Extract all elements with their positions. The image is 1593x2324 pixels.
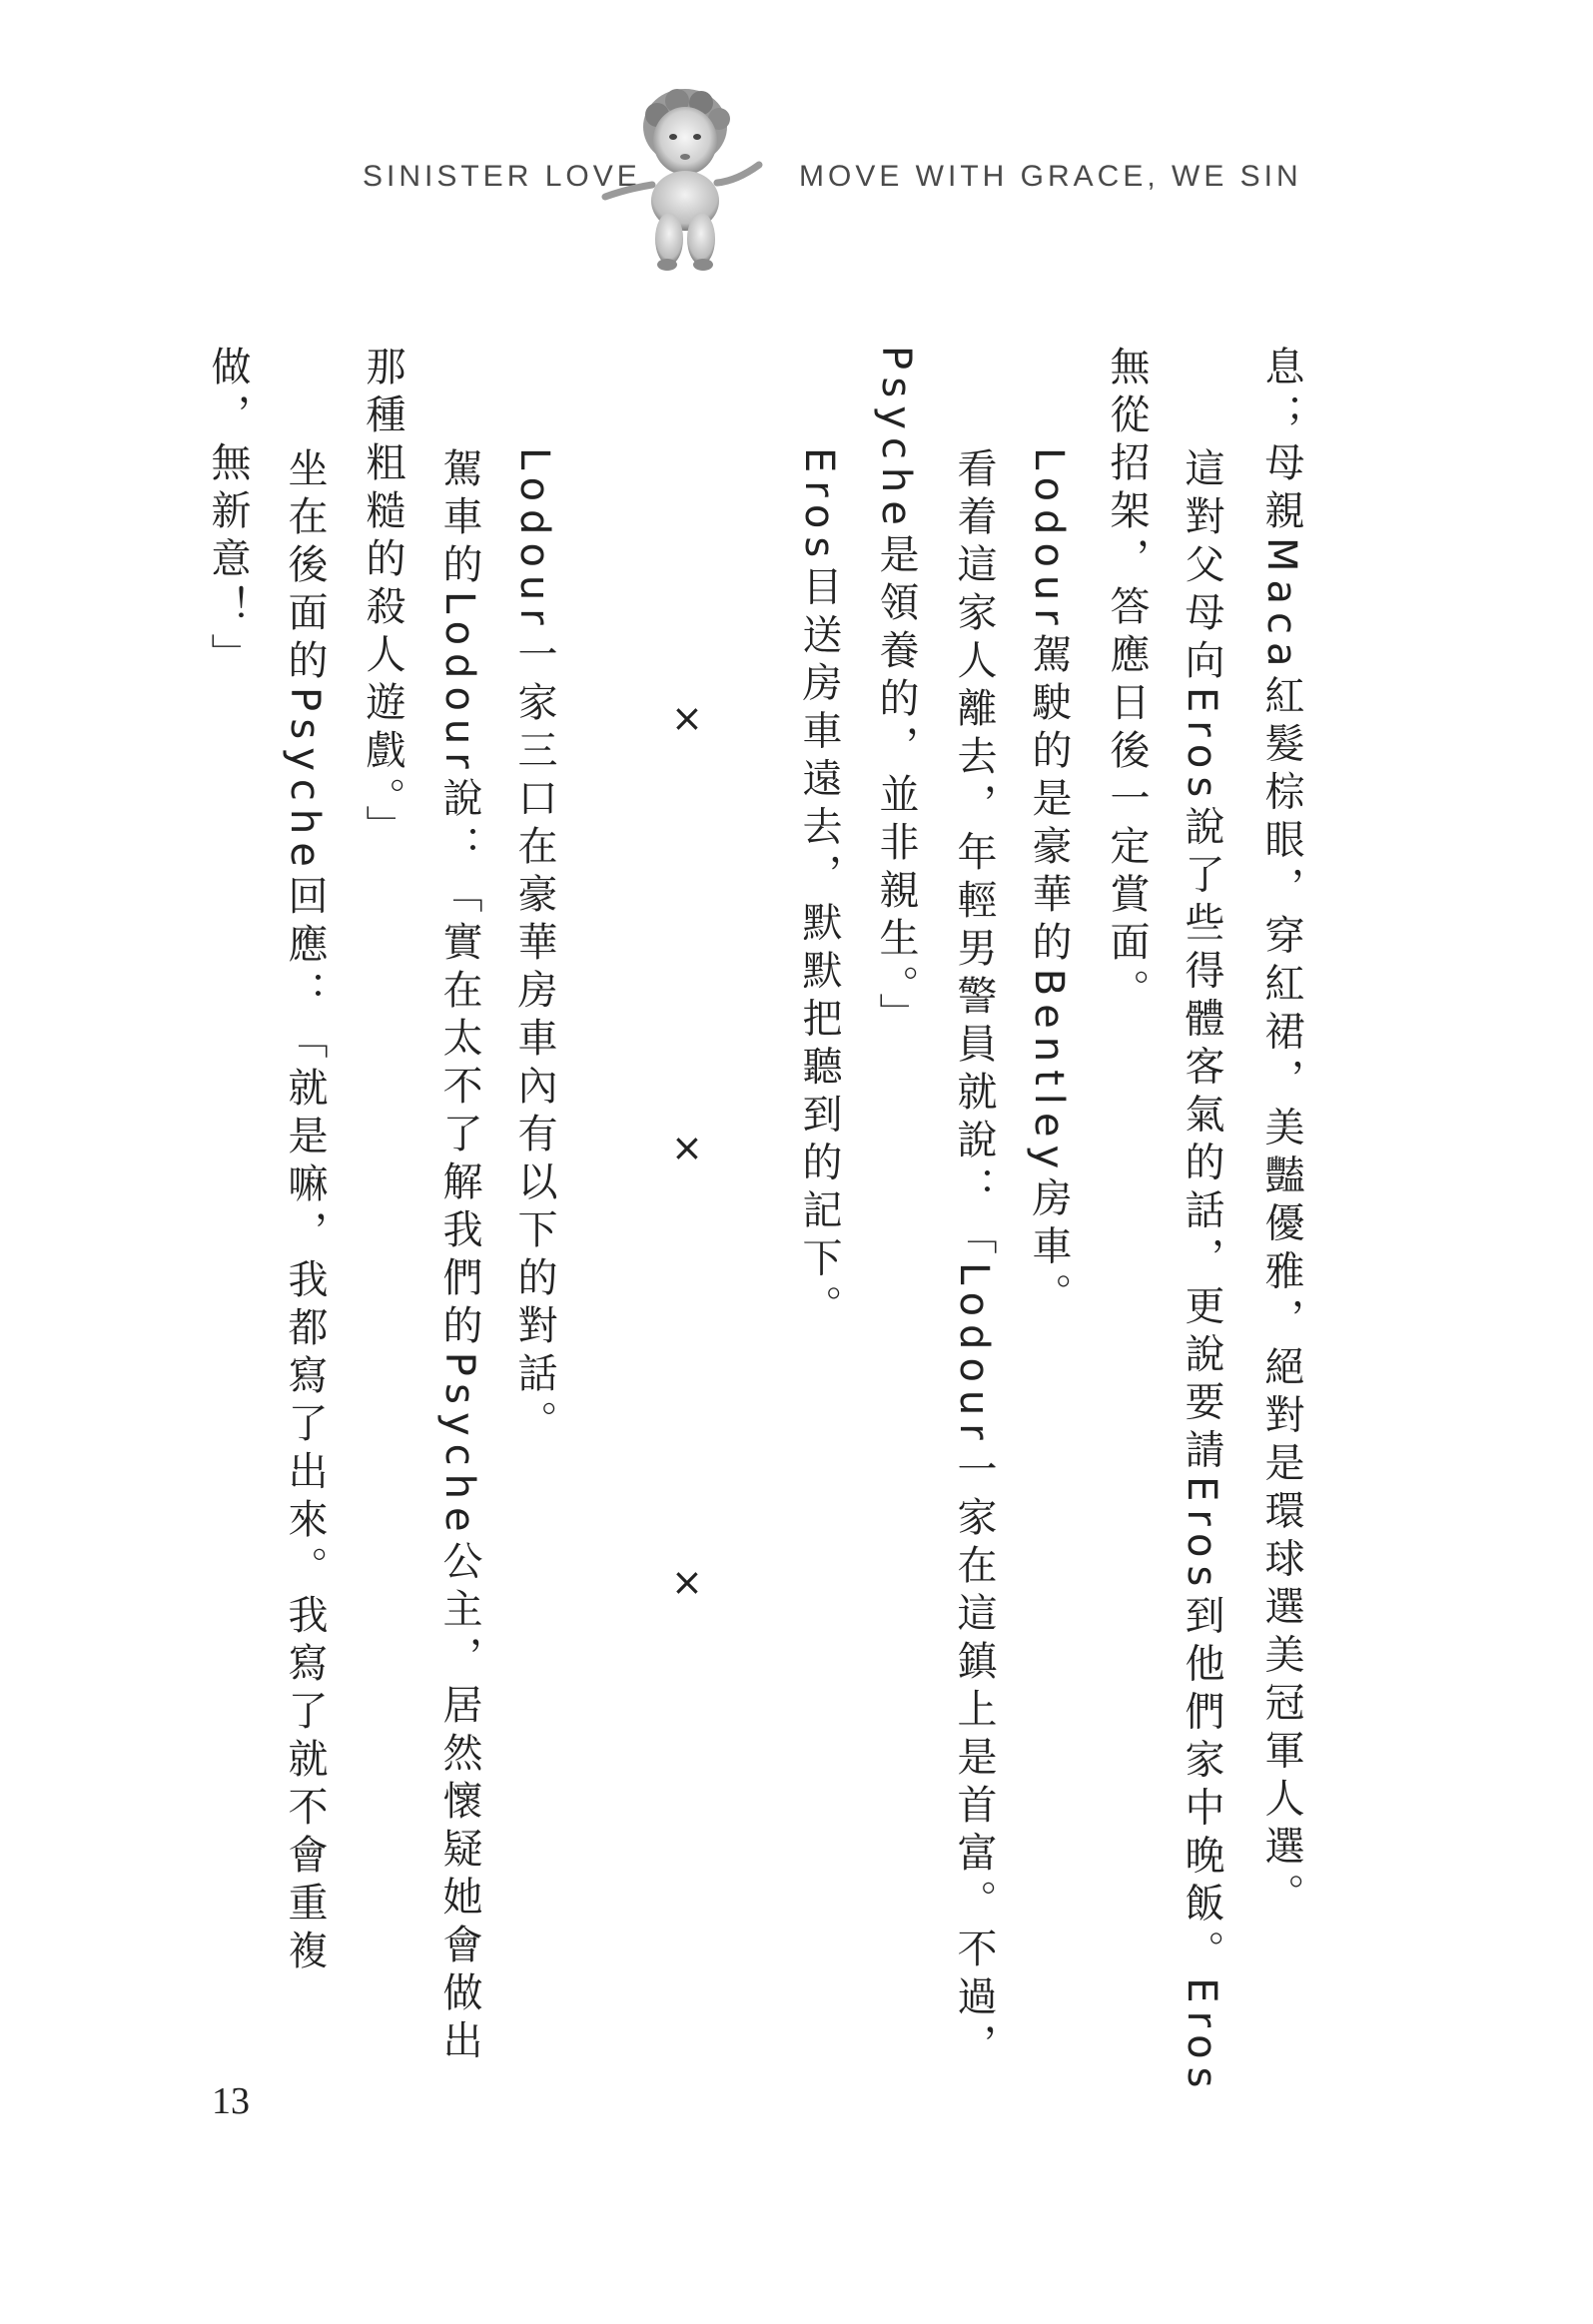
section-separator: × — [671, 1126, 703, 1169]
page-number: 13 — [212, 2080, 250, 2122]
text-column-9: 駕車的Lodour說：「實在太不了解我們的Psyche公主，居然懷疑她會做出 — [436, 447, 482, 2067]
section-separator: × — [671, 696, 703, 740]
text-column-6: Psyche是領養的，並非親生。」 — [873, 346, 919, 1041]
text-column-5: 看着這家人離去，年輕男警員就說：「Lodour一家在這鎮上是首富。不過， — [951, 447, 997, 2071]
header-right-text: MOVE WITH GRACE, WE SIN — [799, 160, 1302, 193]
text-column-12: 做，無新意！」 — [205, 346, 251, 681]
text-column-8: Lodour一家三口在豪華房車內有以下的對話。 — [511, 447, 557, 1448]
cherub-doll-image — [597, 85, 767, 275]
text-column-11: 坐在後面的Psyche回應：「就是嘛，我都寫了出來。我寫了就不會重複 — [282, 447, 328, 1977]
text-column-1: 息；母親Maca紅髮棕眼，穿紅裙，美豔優雅，絕對是環球選美冠軍人選。 — [1258, 346, 1304, 1922]
header-left-text: SINISTER LOVE — [363, 160, 641, 193]
text-column-7: Eros目送房車遠去，默默把聽到的記下。 — [796, 447, 842, 1333]
text-column-3: 無從招架，答應日後一定賞面。 — [1104, 346, 1150, 1017]
text-column-10: 那種粗糙的殺人遊戲。」 — [360, 346, 405, 853]
text-column-2: 這對父母向Eros說了些得體客氣的話，更說要請Eros到他們家中晚飯。Eros — [1179, 447, 1224, 2096]
section-separator: × — [671, 1560, 703, 1604]
text-column-4: Lodour駕駛的是豪華的Bentley房車。 — [1026, 447, 1072, 1321]
